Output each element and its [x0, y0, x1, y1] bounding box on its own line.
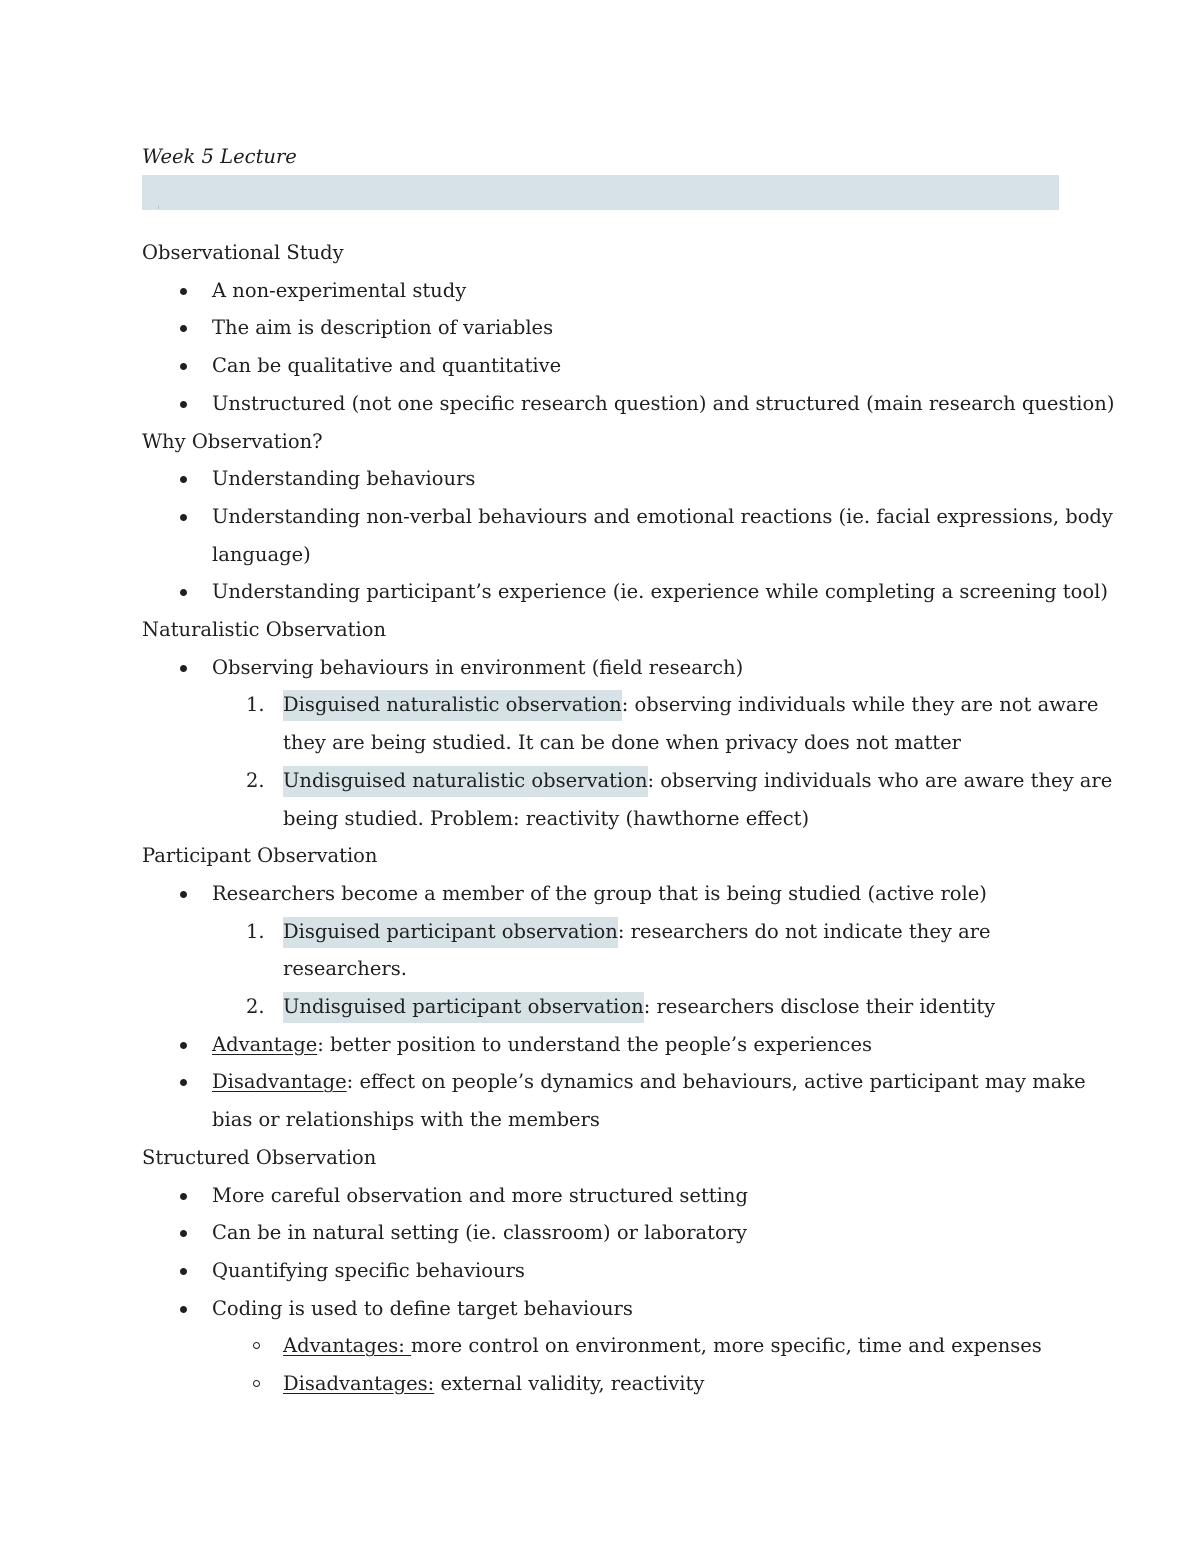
bullet-icon	[180, 1042, 187, 1049]
highlighted-term: Undisguised naturalistic observation	[283, 766, 648, 797]
numbered-item: 1. Disguised naturalistic observation: observing individuals while they are not aware	[142, 686, 1102, 724]
underlined-label: Advantage	[212, 1032, 318, 1056]
list-item: Quantifying specific behaviours	[142, 1252, 1102, 1290]
bullet-icon	[180, 891, 187, 898]
bullet-icon	[180, 1230, 187, 1237]
list-item-continuation: language)	[212, 542, 311, 566]
item-number: 2.	[246, 995, 265, 1019]
numbered-item: 1. Disguised participant observation: researchers do not indicate they are	[142, 913, 1102, 951]
bullet-icon	[180, 1079, 187, 1086]
list-item: More careful observation and more structured setting	[142, 1177, 1102, 1215]
item-number: 2.	[246, 768, 265, 792]
section-heading-why: Why Observation?	[142, 429, 323, 453]
bullet-icon	[180, 1193, 187, 1200]
list-item: Disadvantage: effect on people’s dynamics and behaviours, active participant may make	[142, 1063, 1102, 1101]
bullet-icon	[180, 589, 187, 596]
list-item: Observing behaviours in environment (field research)	[142, 649, 1102, 687]
bullet-icon	[180, 514, 187, 521]
highlighted-term: Disguised naturalistic observation	[283, 690, 622, 721]
bullet-icon	[180, 401, 187, 408]
highlighted-term: Undisguised participant observation	[283, 992, 644, 1023]
numbered-item: 2. Undisguised naturalistic observation: observing individuals who are aware they are	[142, 762, 1102, 800]
list-item: Can be qualitative and quantitative	[142, 347, 1102, 385]
highlighted-term: Disguised participant observation	[283, 917, 618, 948]
underlined-label: Advantages:	[283, 1334, 412, 1358]
hollow-bullet-icon	[253, 1342, 260, 1349]
list-item: Unstructured (not one specific research question) and structured (main research question)	[142, 385, 1102, 423]
document-body	[142, 234, 1115, 1403]
underlined-label: Disadvantages:	[283, 1372, 435, 1396]
item-number: 1.	[246, 693, 265, 717]
numbered-item: 2. Undisguised participant observation: researchers disclose their identity	[142, 988, 1102, 1026]
underlined-label: Disadvantage	[212, 1070, 347, 1094]
list-item: A non-experimental study	[142, 272, 1102, 310]
bullet-icon	[180, 476, 187, 483]
list-item: Can be in natural setting (ie. classroom) or laboratory	[142, 1214, 1102, 1252]
numbered-item-continuation: researchers.	[283, 957, 407, 981]
list-item: Understanding participant’s experience (ie. experience while completing a screening tool)	[142, 573, 1102, 611]
section-heading-participant: Participant Observation	[142, 844, 378, 868]
list-item: Researchers become a member of the group that is being studied (active role)	[142, 875, 1102, 913]
sub-list-item: Disadvantages: external validity, reactivity	[142, 1365, 1102, 1403]
section-heading-observational: Observational Study	[142, 241, 344, 264]
document-title: Week 5 Lecture	[142, 145, 297, 168]
section-heading-structured: Structured Observation	[142, 1145, 377, 1169]
bullet-icon	[180, 363, 187, 370]
numbered-item-continuation: being studied. Problem: reactivity (hawthorne effect)	[283, 806, 810, 830]
text-cursor	[158, 205, 159, 209]
list-item: The aim is description of variables	[142, 309, 1102, 347]
bullet-icon	[180, 665, 187, 672]
sub-list-item: Advantages: more control on environment, more specific, time and expenses	[142, 1327, 1102, 1365]
list-item: Understanding behaviours	[142, 460, 1102, 498]
item-number: 1.	[246, 919, 265, 943]
section-heading-naturalistic: Naturalistic Observation	[142, 618, 387, 642]
heading-placeholder-band[interactable]	[142, 175, 1059, 210]
bullet-icon	[180, 1306, 187, 1313]
list-item-continuation: bias or relationships with the members	[212, 1108, 600, 1132]
list-item: Coding is used to define target behaviours	[142, 1290, 1102, 1328]
numbered-item-continuation: they are being studied. It can be done when privacy does not matter	[283, 731, 961, 755]
hollow-bullet-icon	[253, 1380, 260, 1387]
bullet-icon	[180, 325, 187, 332]
bullet-icon	[180, 288, 187, 295]
list-item: Understanding non-verbal behaviours and emotional reactions (ie. facial expressions, body	[142, 498, 1102, 536]
bullet-icon	[180, 1268, 187, 1275]
list-item: Advantage: better position to understand the people’s experiences	[142, 1026, 1102, 1064]
